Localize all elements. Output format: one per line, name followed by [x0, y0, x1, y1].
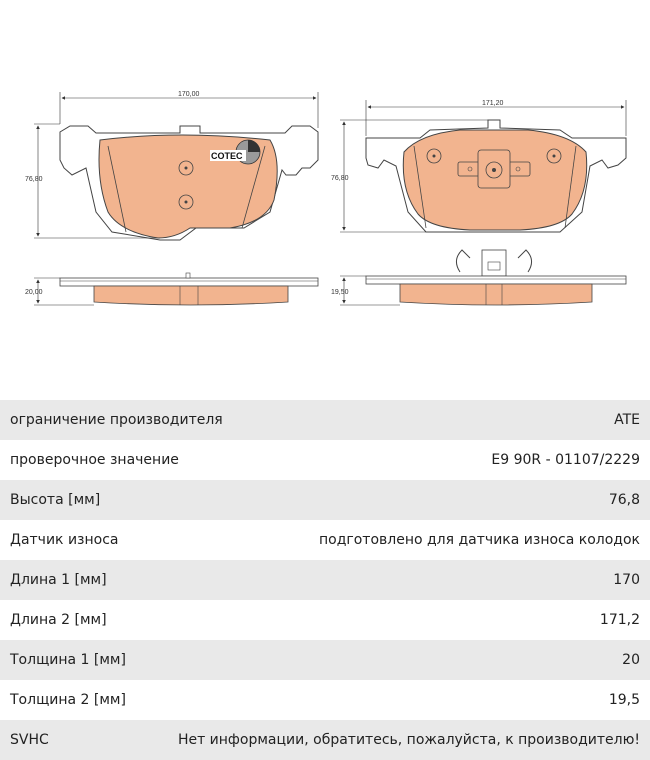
pad1-height-label: 76,80: [25, 176, 43, 183]
spec-label: SVHC: [10, 732, 49, 748]
spec-row-thickness-2: [0, 680, 650, 720]
spec-row-test-value: [0, 440, 650, 480]
spec-row-height: [0, 480, 650, 520]
spec-label: Толщина 2 [мм]: [10, 692, 126, 708]
pad2-height-label: 76,80: [331, 175, 349, 182]
spec-row-thickness-1: [0, 640, 650, 680]
pad1-thickness-label: 20,00: [25, 289, 43, 296]
spec-label: Длина 2 [мм]: [10, 612, 107, 628]
spec-row-svhc: [0, 720, 650, 760]
spec-value: 76,8: [608, 492, 640, 508]
spec-value: Нет информации, обратитесь, пожалуйста, к производителю!: [177, 732, 640, 748]
spec-label: Длина 1 [мм]: [10, 572, 107, 588]
spec-label: проверочное значение: [10, 452, 179, 468]
spec-value: 170: [613, 572, 640, 588]
spec-label: Высота [мм]: [10, 492, 101, 508]
spec-label: Датчик износа: [10, 532, 119, 548]
brand-label: COTEC: [211, 151, 243, 161]
spec-value: подготовлено для датчика износа колодок: [318, 532, 640, 548]
spec-label: ограничение производителя: [10, 412, 223, 428]
pad1-front-view: [60, 126, 318, 240]
spec-value: ATE: [614, 412, 640, 428]
specifications-table: [0, 400, 650, 760]
spec-value: 19,5: [608, 692, 640, 708]
spec-value: 171,2: [599, 612, 640, 628]
pad2-thickness-label: 19,50: [331, 289, 349, 296]
spec-row-length-1: [0, 560, 650, 600]
pad2-length-label: 171,20: [482, 100, 504, 107]
pad1-length-label: 170,00: [178, 91, 200, 98]
spec-row-manufacturer-restriction: [0, 400, 650, 440]
spec-row-length-2: [0, 600, 650, 640]
spec-value: E9 90R - 01107/2229: [491, 452, 640, 468]
spec-value: 20: [622, 652, 640, 668]
pad2-side-view: [366, 250, 626, 305]
spec-label: Толщина 1 [мм]: [10, 652, 126, 668]
pad1-side-view: [60, 273, 318, 305]
pad1-length-dimension: [60, 91, 318, 128]
pad2-front-view: [366, 120, 626, 232]
spec-row-wear-sensor: [0, 520, 650, 560]
